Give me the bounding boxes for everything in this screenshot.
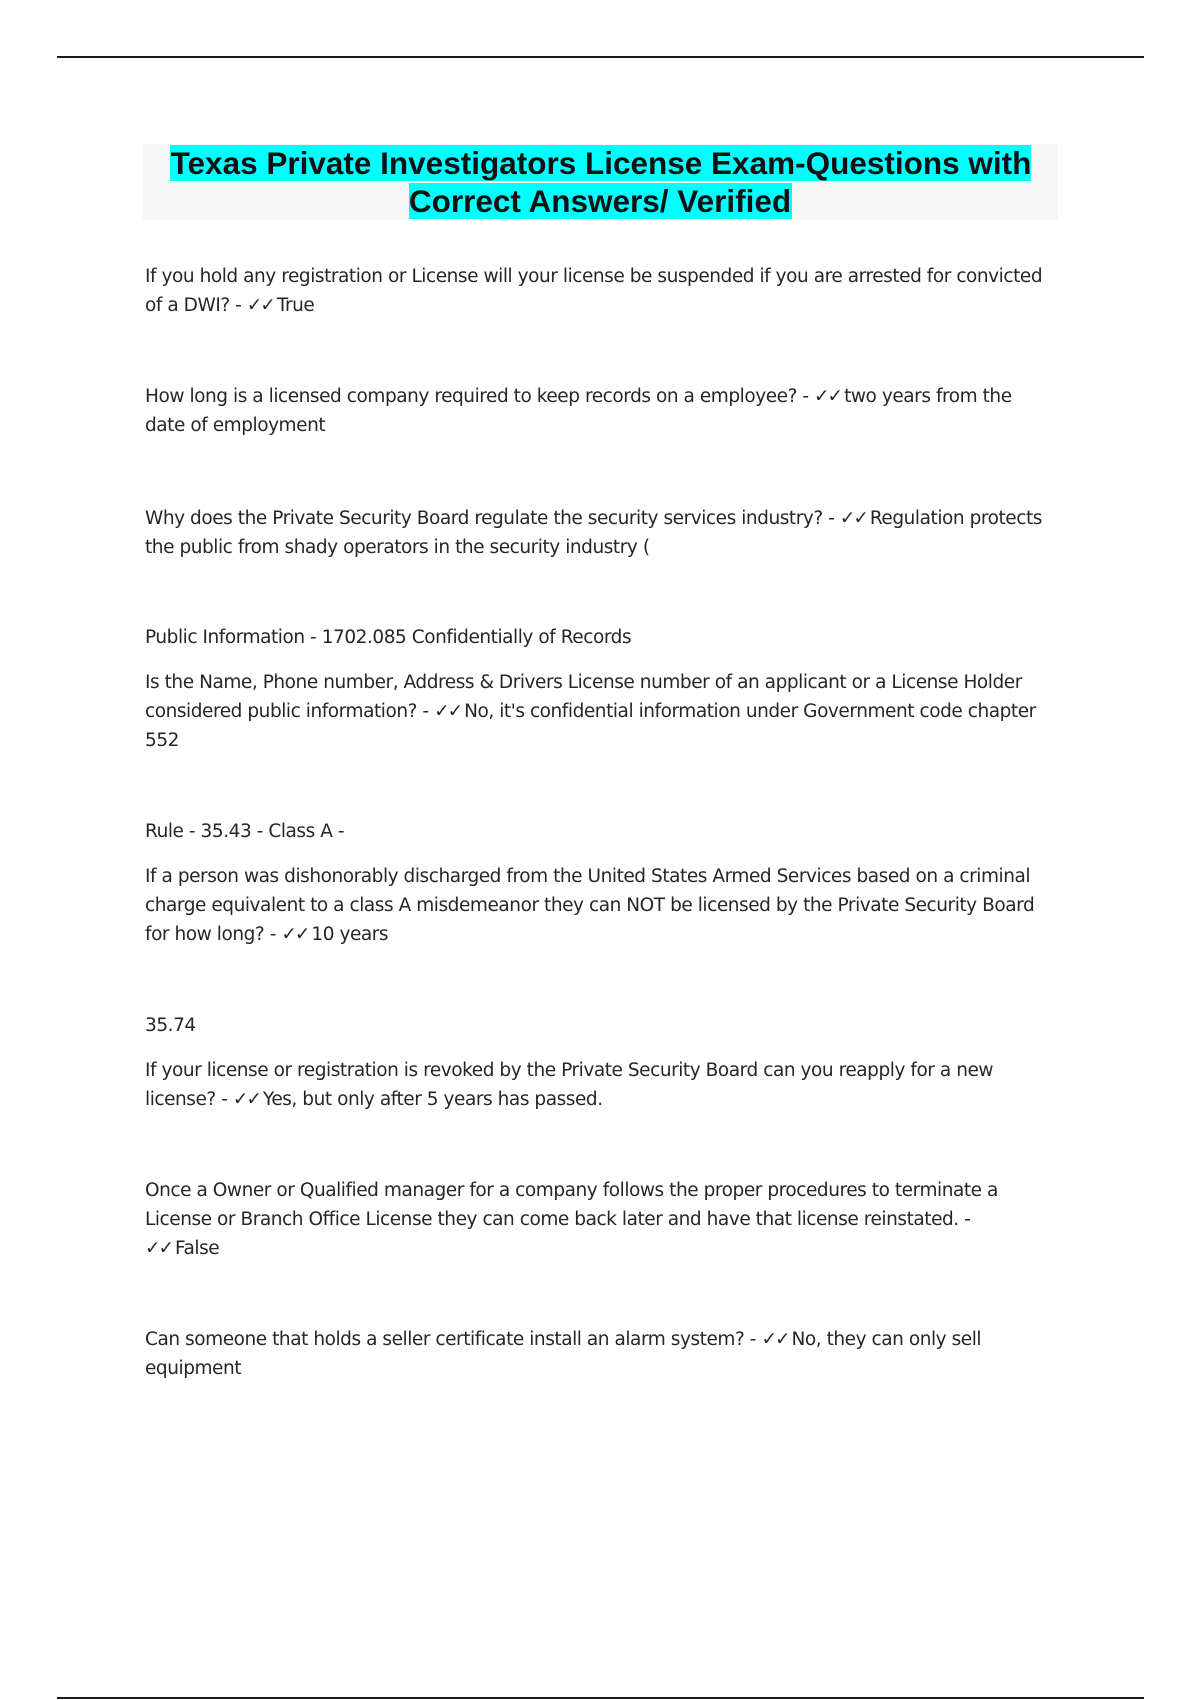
check-icon: ✓✓	[232, 1089, 260, 1110]
document-body	[145, 262, 1045, 1383]
qa-item	[145, 382, 1045, 440]
answer-text: Regulation protects the public from shady operators in the security industry (	[145, 508, 1042, 558]
qa-item	[145, 1325, 1045, 1383]
qa-item	[145, 1056, 1045, 1114]
document-title: Texas Private Investigators License Exam-Questions with Correct Answers/ Verified	[170, 145, 1032, 219]
section-heading: 35.74	[145, 1015, 196, 1036]
title-block	[143, 144, 1058, 220]
question-text: If you hold any registration or License will your license be suspended if you are arrested for convicted of a DWI? -	[145, 266, 1043, 316]
check-icon: ✓✓	[761, 1329, 789, 1350]
question-text: Can someone that holds a seller certificate install an alarm system? -	[145, 1329, 756, 1350]
question-text: Is the Name, Phone number, Address & Drivers License number of an applicant or a License Holder considered public information? -	[145, 672, 1022, 722]
top-rule	[57, 56, 1144, 58]
section-heading: Public Information - 1702.085 Confidentially of Records	[145, 627, 632, 648]
answer-text: True	[276, 295, 315, 316]
answer-text: two years from the date of employment	[145, 386, 1012, 436]
answer-text: False	[175, 1238, 220, 1259]
section-heading: Rule - 35.43 - Class A -	[145, 821, 345, 842]
qa-item	[145, 262, 1045, 320]
qa-item	[145, 668, 1045, 755]
answer-text: No, they can only sell equipment	[145, 1329, 982, 1379]
question-text: Why does the Private Security Board regulate the security services industry? -	[145, 508, 835, 529]
check-icon: ✓✓	[281, 924, 309, 945]
check-icon: ✓✓	[814, 386, 842, 407]
check-icon: ✓✓	[145, 1238, 173, 1259]
check-icon: ✓✓	[434, 701, 462, 722]
bottom-rule	[57, 1697, 1144, 1699]
question-text: If your license or registration is revoked by the Private Security Board can you reapply for a new license? -	[145, 1060, 994, 1110]
check-icon: ✓✓	[246, 295, 274, 316]
answer-text: 10 years	[311, 924, 389, 945]
question-text: How long is a licensed company required to keep records on a employee? -	[145, 386, 809, 407]
question-text: If a person was dishonorably discharged from the United States Armed Services based on a criminal charge equivalent to a class A misdemeanor they can NOT be licensed by the Private Security Board for how long? -	[145, 866, 1035, 945]
qa-item	[145, 862, 1045, 949]
qa-item	[145, 1176, 1045, 1263]
question-text: Once a Owner or Qualified manager for a company follows the proper procedures to terminate a License or Branch Office License they can come back later and have that license reinstated. -	[145, 1180, 998, 1230]
qa-item	[145, 504, 1045, 562]
check-icon: ✓✓	[839, 508, 867, 529]
answer-text: No, it's confidential information under Government code chapter 552	[145, 701, 1036, 751]
answer-text: Yes, but only after 5 years has passed.	[262, 1089, 603, 1110]
